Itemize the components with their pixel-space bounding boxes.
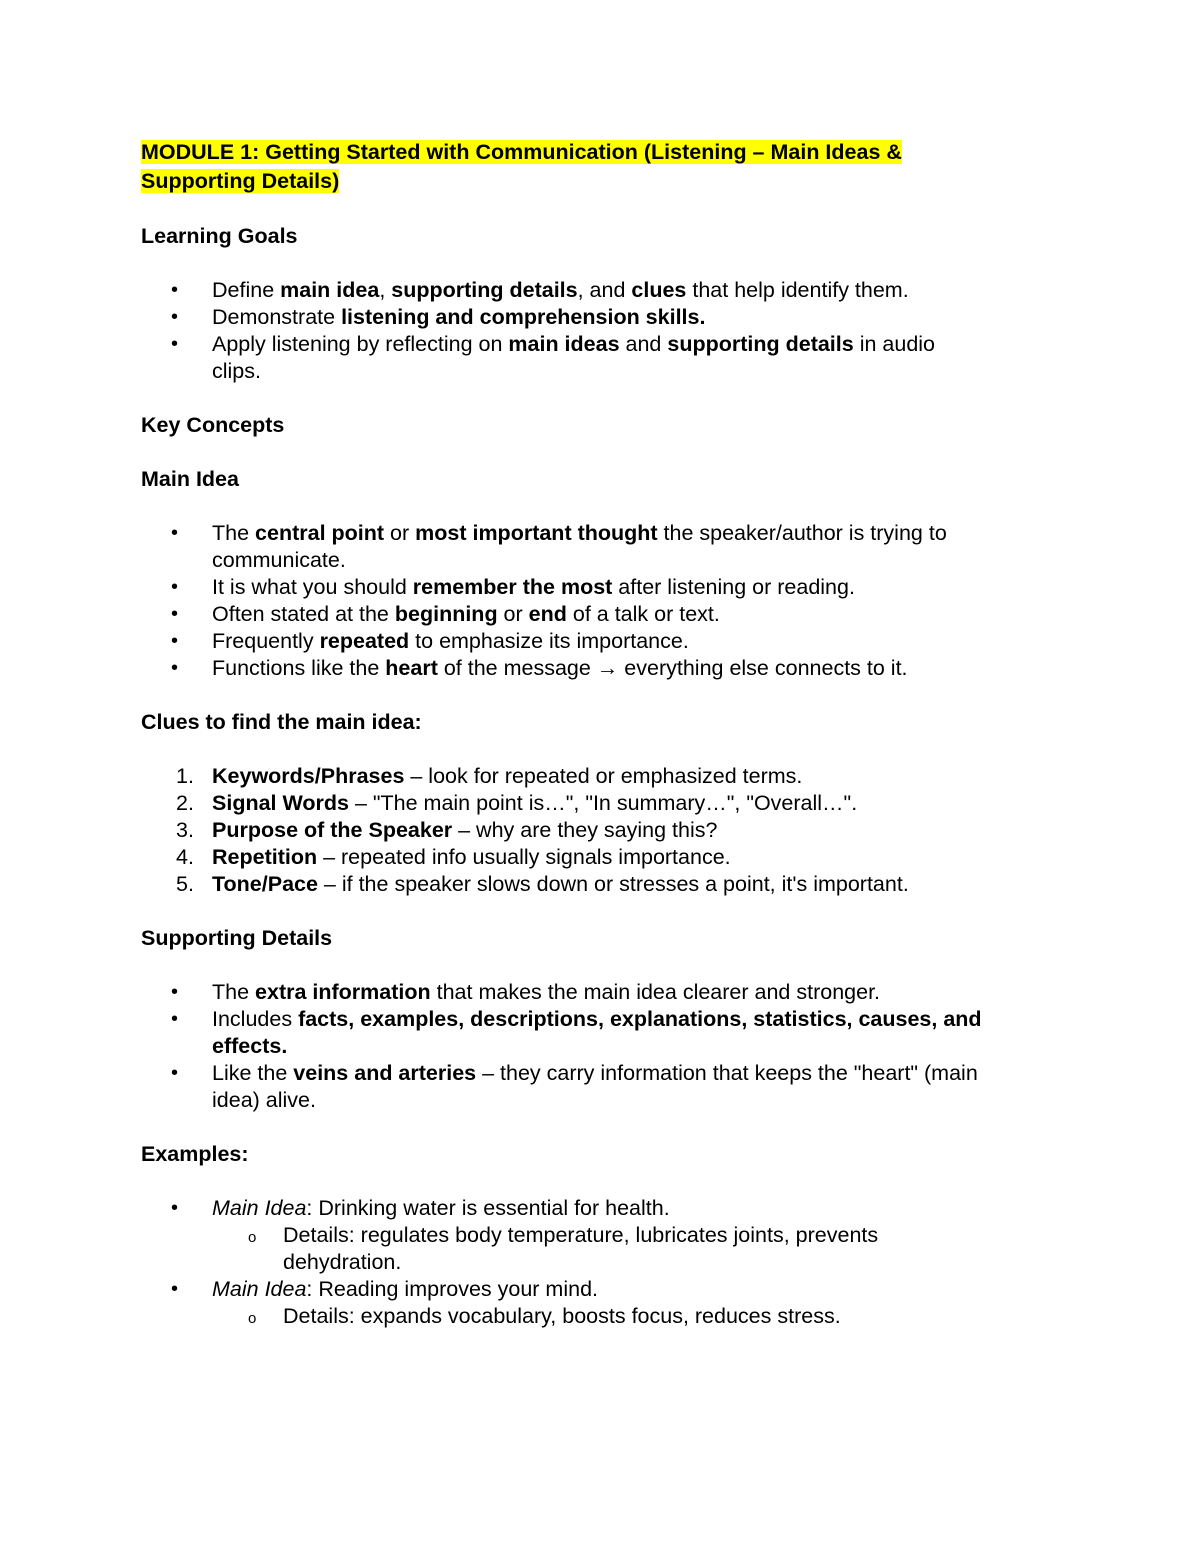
list-item: • It is what you should remember the most after listening or reading.: [141, 574, 1061, 601]
module-title: [141, 138, 1061, 196]
list-item: • Often stated at the beginning or end of a talk or text.: [141, 601, 1061, 628]
supporting-details-heading: Supporting Details: [141, 926, 333, 950]
supporting-details-list: [141, 979, 1061, 1114]
list-item: o Details: expands vocabulary, boosts focus, reduces stress.: [141, 1303, 1061, 1330]
clues-list: [141, 763, 1061, 898]
list-item: • Define main idea, supporting details, and clues that help identify them.: [141, 277, 1061, 304]
learning-goals-list: [141, 277, 1061, 385]
examples-heading: Examples:: [141, 1142, 249, 1166]
list-item: • Functions like the heart of the message → everything else connects to it.: [141, 655, 1061, 682]
list-item: 2. Signal Words – "The main point is…", "In summary…", "Overall…".: [176, 791, 858, 815]
title-line-2: Supporting Details): [141, 169, 340, 193]
list-item: 1. Keywords/Phrases – look for repeated or emphasized terms.: [176, 764, 803, 788]
list-item: 5. Tone/Pace – if the speaker slows down or stresses a point, it's important.: [176, 872, 909, 896]
document-page: [141, 138, 1061, 1330]
list-item: • Main Idea: Reading improves your mind.: [141, 1276, 1061, 1303]
main-idea-list: [141, 520, 1061, 682]
list-item: • Apply listening by reflecting on main ideas and supporting details in audio clips.: [141, 331, 1061, 385]
key-concepts-heading: Key Concepts: [141, 413, 285, 437]
list-item: • Includes facts, examples, descriptions, explanations, statistics, causes, and effects.: [141, 1006, 1061, 1060]
main-idea-heading: Main Idea: [141, 467, 239, 491]
examples-sub-list: [141, 1222, 1061, 1276]
list-item: • Frequently repeated to emphasize its importance.: [141, 628, 1061, 655]
list-item: • Demonstrate listening and comprehension skills.: [141, 304, 1061, 331]
clues-heading: Clues to find the main idea:: [141, 710, 422, 734]
examples-list: [141, 1195, 1061, 1222]
examples-list-2: [141, 1276, 1061, 1303]
title-line-1: MODULE 1: Getting Started with Communication (Listening – Main Ideas &: [141, 140, 902, 164]
list-item: 3. Purpose of the Speaker – why are they saying this?: [176, 818, 718, 842]
learning-goals-heading: Learning Goals: [141, 224, 298, 248]
list-item: • The extra information that makes the main idea clearer and stronger.: [141, 979, 1061, 1006]
list-item: • The central point or most important thought the speaker/author is trying to communicate.: [141, 520, 1061, 574]
list-item: • Main Idea: Drinking water is essential for health.: [141, 1195, 1061, 1222]
examples-sub-list-2: [141, 1303, 1061, 1330]
list-item: • Like the veins and arteries – they carry information that keeps the "heart" (main idea) alive.: [141, 1060, 1061, 1114]
list-item: 4. Repetition – repeated info usually signals importance.: [176, 845, 731, 869]
list-item: o Details: regulates body temperature, lubricates joints, prevents dehydration.: [141, 1222, 1061, 1276]
